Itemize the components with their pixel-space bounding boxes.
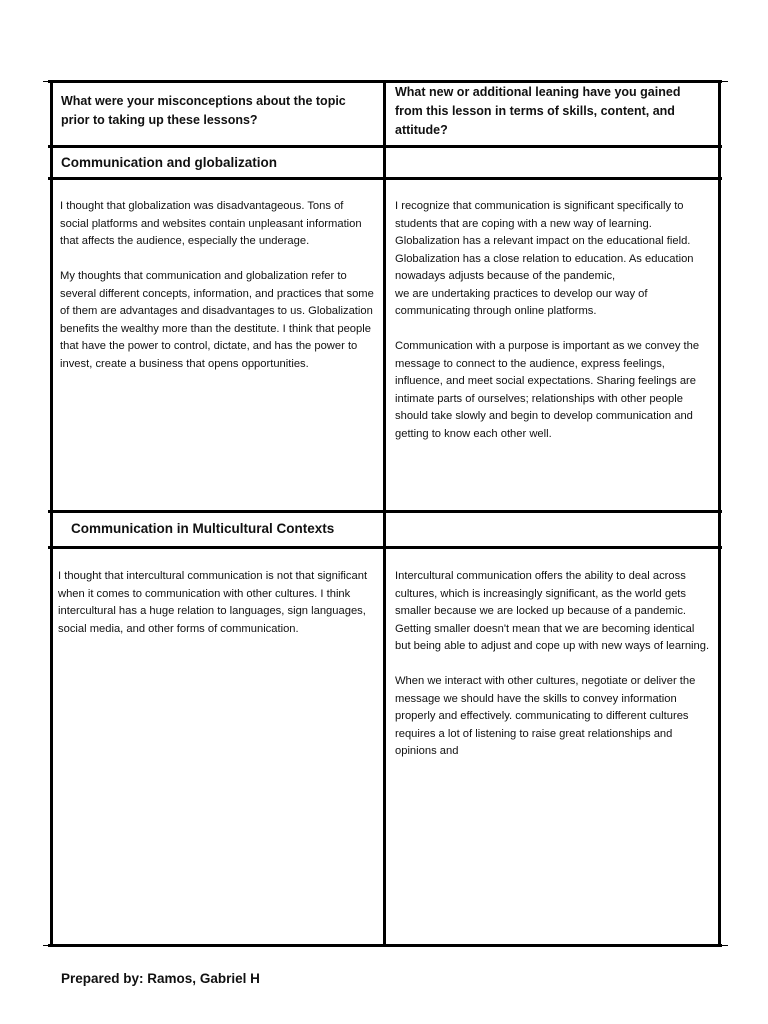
- multicultural-misconception-text: I thought that intercultural communication is not that significant when it comes to communication with other cultures. I think intercultural has a huge relation to languages, sign languages, social media, and other forms of communication.: [58, 570, 368, 635]
- prepared-by-label: Prepared by:: [61, 971, 144, 986]
- corner-tick: [43, 81, 57, 82]
- globalization-learning-text: I recognize that communication is significant specifically to students that are coping with a new way of learning. Globalization has a relevant impact on the educational field. Globalization has a close relation to education. As education nowadays adjusts because of the pandemic, we are undertaking practices to develop our way of communicating through online platforms. Communication with a purpose is important as we convey the message to connect to the audience, express feelings, influence, and meet social expectations. Sharing feelings are intimate parts of ourselves; relationships with other people should take slowly and begin to develop communication and getting to know each other well.: [395, 200, 700, 440]
- multicultural-learning-text: Intercultural communication offers the ability to deal across cultures, which is increasingly significant, as the world gets smaller because we are locked up because of a pandemic. Getting smaller doesn't mean that we are becoming identical but being able to adjust and cope up with new ways of learning. When we interact with other cultures, negotiate or deliver the message we should have the skills to convey information properly and effectively. communicating to different cultures requires a lot of listening to raise great relationships and opinions and: [395, 570, 710, 757]
- table-divider-middle: [383, 80, 386, 947]
- table-border-right: [718, 80, 721, 947]
- corner-tick: [714, 945, 728, 946]
- corner-tick: [714, 81, 728, 82]
- author-name: Ramos, Gabriel H: [147, 971, 260, 986]
- globalization-misconception-text: I thought that globalization was disadvantageous. Tons of social platforms and websites contain unpleasant information that affects the audience, especially the underage. My thoughts that communication and globalization refer to several different concepts, information, and practices that some of them are advantages and disadvantages to us. Globalization benefits the wealthy more than the destitute. I think that people that have the power to control, dictate, and has the power to invest, create a business that opens opportunities.: [60, 200, 374, 370]
- header-new-learning: What new or additional leaning have you gained from this lesson in terms of skills, content, and attitude?: [395, 85, 681, 137]
- corner-tick: [43, 945, 57, 946]
- section-title-globalization: Communication and globalization: [61, 155, 277, 170]
- prepared-by: [61, 971, 260, 986]
- section-title-multicultural: Communication in Multicultural Contexts: [71, 521, 335, 536]
- table-border-left: [50, 80, 53, 947]
- header-misconceptions: What were your misconceptions about the topic prior to taking up these lessons?: [61, 94, 346, 127]
